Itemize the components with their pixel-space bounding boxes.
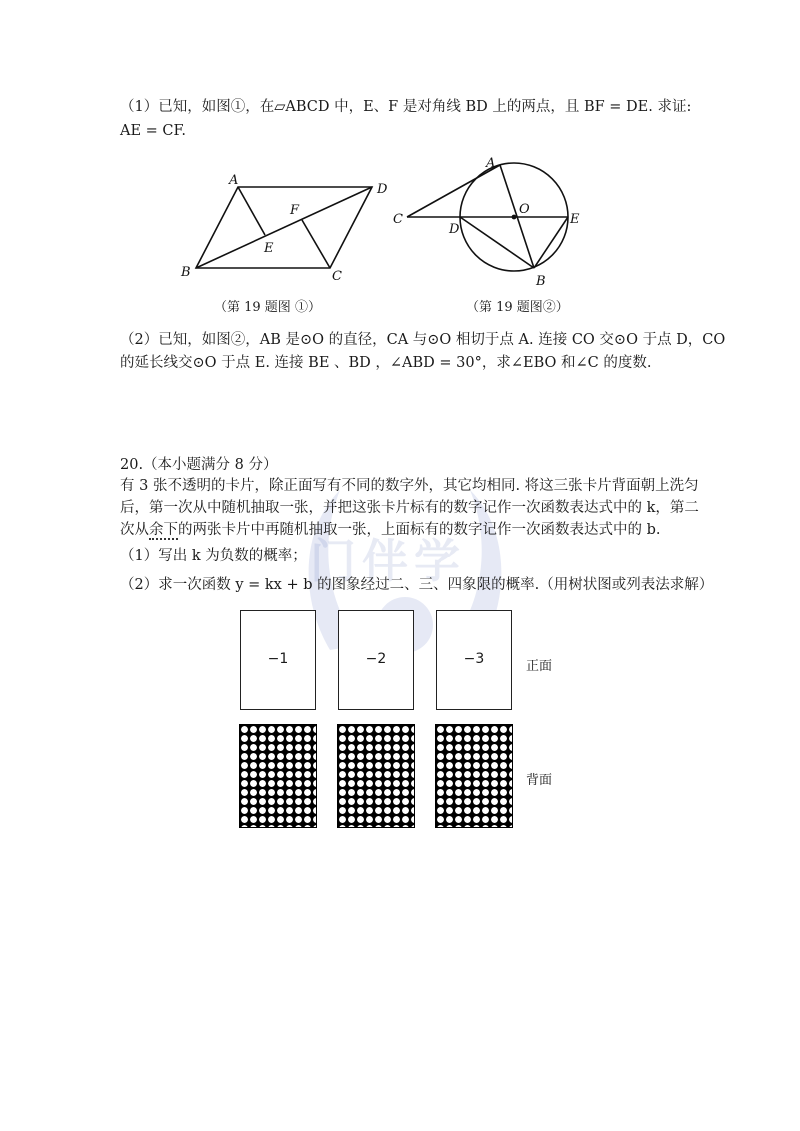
segment-bd <box>460 217 534 268</box>
fig1-label-a: A <box>229 173 239 188</box>
card-front-3 <box>436 610 512 710</box>
segment-cf <box>302 220 330 268</box>
fig2-label-a: A <box>486 156 496 171</box>
q20-sub2: （2）求一次函数 y = kx + b 的图象经过二、三、四象限的概率.（用树状图或列表法求解） <box>120 577 714 593</box>
front-label: 正面 <box>526 659 553 674</box>
q20-line2: 后，第一次从中随机抽取一张，并把这张卡片标有的数字记作一次函数表达式中的 k，第二 <box>120 500 699 516</box>
segment-be <box>534 217 568 268</box>
q19-part2-line2: 的延长线交⊙O 于点 E. 连接 BE 、BD ，∠ABD = 30°，求∠EBO 和∠C 的度数. <box>120 355 652 371</box>
fig2-label-o: O <box>519 202 530 217</box>
fig1-label-e: E <box>264 241 274 256</box>
fig2-label-e: E <box>570 212 580 227</box>
card-back-1 <box>239 724 317 828</box>
q19-part1-line2: AE = CF. <box>120 123 186 139</box>
q20-line1: 有 3 张不透明的卡片，除正面写有不同的数字外，其它均相同. 将这三张卡片背面朝上洗匀 <box>120 478 699 494</box>
back-label: 背面 <box>526 773 553 788</box>
fig1-label-c: C <box>332 269 342 284</box>
circle-figure <box>407 163 568 271</box>
q20-line3-emphasis: 余下 <box>149 522 178 538</box>
fig1-label-d: D <box>377 182 388 197</box>
q20-sub1: （1）写出 k 为负数的概率； <box>120 548 307 564</box>
q20-line3-pre: 次从 <box>120 522 149 538</box>
segment-ae <box>238 187 265 235</box>
fig2-label-b: B <box>536 274 546 289</box>
fig2-label-d: D <box>449 222 460 237</box>
card-back-2 <box>337 724 415 828</box>
diagonal-bd <box>196 187 372 268</box>
card-front-3-number: −3 <box>463 651 485 667</box>
watermark-text: 门伴学 <box>310 534 466 588</box>
center-o-dot <box>512 215 517 220</box>
q20-line3-post: 的两张卡片中再随机抽取一张，上面标有的数字记作一次函数表达式中的 b. <box>178 522 661 538</box>
q19-part2-line1: （2）已知，如图②，AB 是⊙O 的直径，CA 与⊙O 相切于点 A. 连接 CO 交⊙O 于点 D，CO <box>120 332 726 348</box>
q19-part1-line1: （1）已知，如图①，在▱ABCD 中，E、F 是对角线 BD 上的两点，且 BF = DE. 求证: <box>120 99 692 115</box>
q20-line3 <box>120 520 661 540</box>
card-front-2 <box>338 610 414 710</box>
fig1-label-b: B <box>181 265 191 280</box>
fig1-caption: （第 19 题图 ①） <box>214 300 321 315</box>
parallelogram-figure <box>196 187 372 268</box>
card-front-2-number: −2 <box>365 651 387 667</box>
fig1-label-f: F <box>290 203 300 218</box>
card-front-1-number: −1 <box>267 651 289 667</box>
q19-figures <box>0 0 800 330</box>
tangent-ca <box>407 165 500 217</box>
q20-heading: 20.（本小题满分 8 分） <box>120 457 278 473</box>
card-front-1 <box>240 610 316 710</box>
fig2-label-c: C <box>393 212 403 227</box>
fig2-caption: （第 19 题图②） <box>466 300 569 315</box>
card-back-3 <box>435 724 513 828</box>
